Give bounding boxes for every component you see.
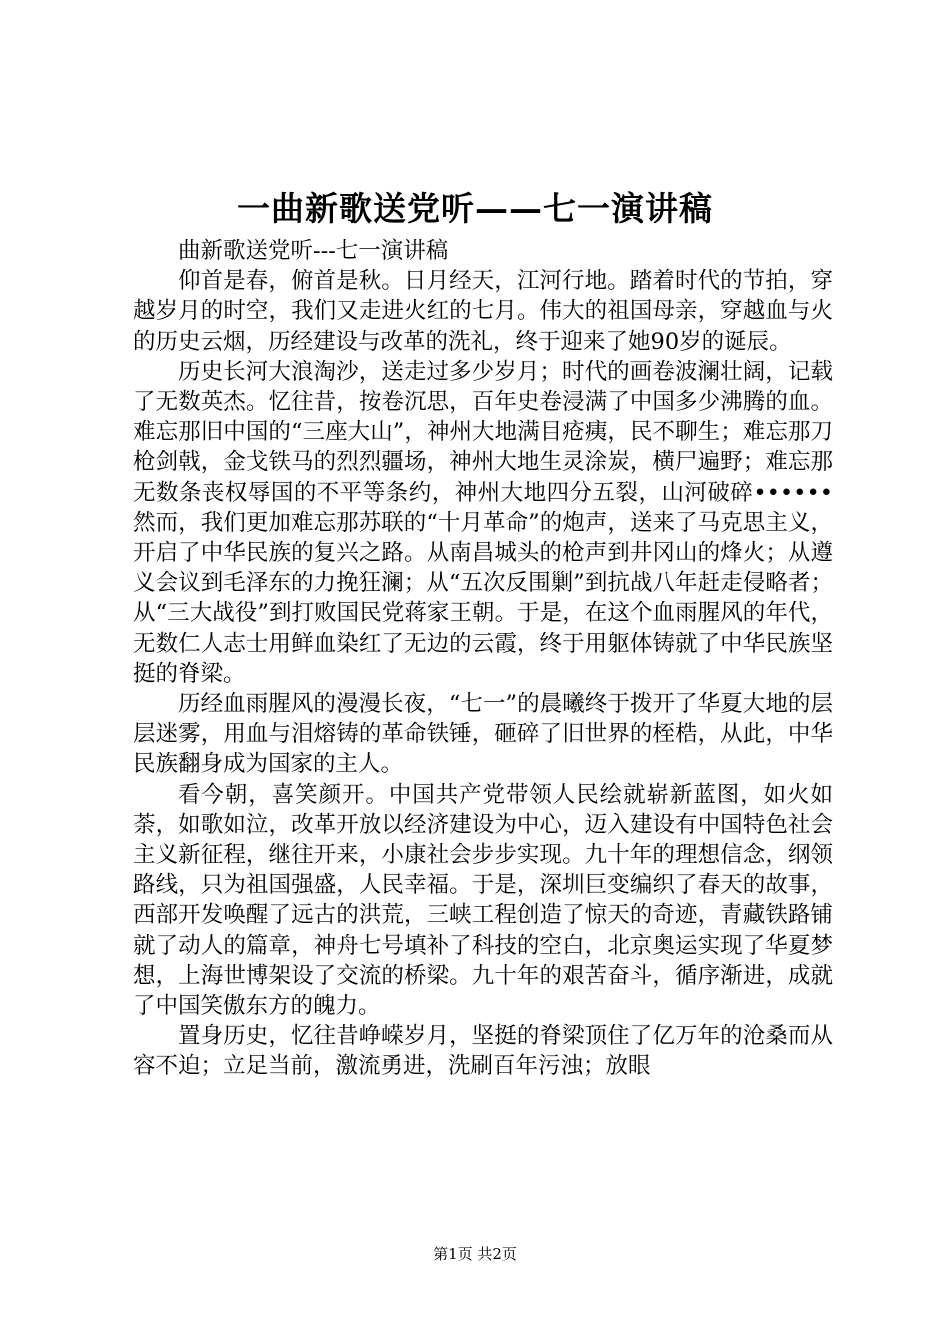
page-footer: 第1页 共2页 xyxy=(433,1245,517,1263)
paragraph: 历史长河大浪淘沙，送走过多少岁月；时代的画卷波澜壮阔，记载了无数英杰。忆往昔，按卷沉思，百年史卷浸满了中国多少沸腾的血。难忘那旧中国的“三座大山”，神州大地满目疮痍，民不聊生；难忘那刀枪剑戟，金戈铁马的烈烈疆场，神州大地生灵涂炭，横尸遍野；难忘那无数条丧权辱国的不平等条约，神州大地四分五裂，山河破碎••••••然而，我们更加难忘那苏联的“十月革命”的炮声，送来了马克思主义，开启了中华民族的复兴之路。从南昌城头的枪声到井冈山的烽火；从遵义会议到毛泽东的力挽狂澜；从“五次反围剿”到抗战八年赶走侵略者；从“三大战役”到打败国民党蒋家王朝。于是，在这个血雨腥风的年代，无数仁人志士用鲜血染红了无边的云霞，终于用躯体铸就了中华民族坚挺的脊梁。 xyxy=(133,358,833,687)
paragraph: 历经血雨腥风的漫漫长夜，“七一”的晨曦终于拨开了华夏大地的层层迷雾，用血与泪熔铸的革命铁锤，砸碎了旧世界的桎梏，从此，中华民族翻身成为国家的主人。 xyxy=(133,691,833,778)
document-body xyxy=(133,236,833,1082)
paragraph: 置身历史，忆往昔峥嵘岁月，坚挺的脊梁顶住了亿万年的沧桑而从容不迫；立足当前，激流勇进，洗刷百年污浊；放眼 xyxy=(133,1023,833,1080)
paragraph: 仰首是春，俯首是秋。日月经天，江河行地。踏着时代的节拍，穿越岁月的时空，我们又走进火红的七月。伟大的祖国母亲，穿越血与火的历史云烟，历经建设与改革的洗礼，终于迎来了她90岁的诞辰。 xyxy=(133,268,833,355)
paragraph: 看今朝，喜笑颜开。中国共产党带领人民绘就崭新蓝图，如火如荼，如歌如泣，改革开放以经济建设为中心，迈入建设有中国特色社会主义新征程，继往开来，小康社会步步实现。九十年的理想信念，纲领路线，只为祖国强盛，人民幸福。于是，深圳巨变编织了春天的故事，西部开发唤醒了远古的洪荒，三峡工程创造了惊天的奇迹，青藏铁路铺就了动人的篇章，神舟七号填补了科技的空白，北京奥运实现了华夏梦想，上海世博架设了交流的桥梁。九十年的艰苦奋斗，循序渐进，成就了中国笑傲东方的魄力。 xyxy=(133,781,833,1020)
paragraph-subtitle: 曲新歌送党听---七一演讲稿 xyxy=(178,238,449,264)
document-title: 一曲新歌送党听——七一演讲稿 xyxy=(237,189,713,228)
